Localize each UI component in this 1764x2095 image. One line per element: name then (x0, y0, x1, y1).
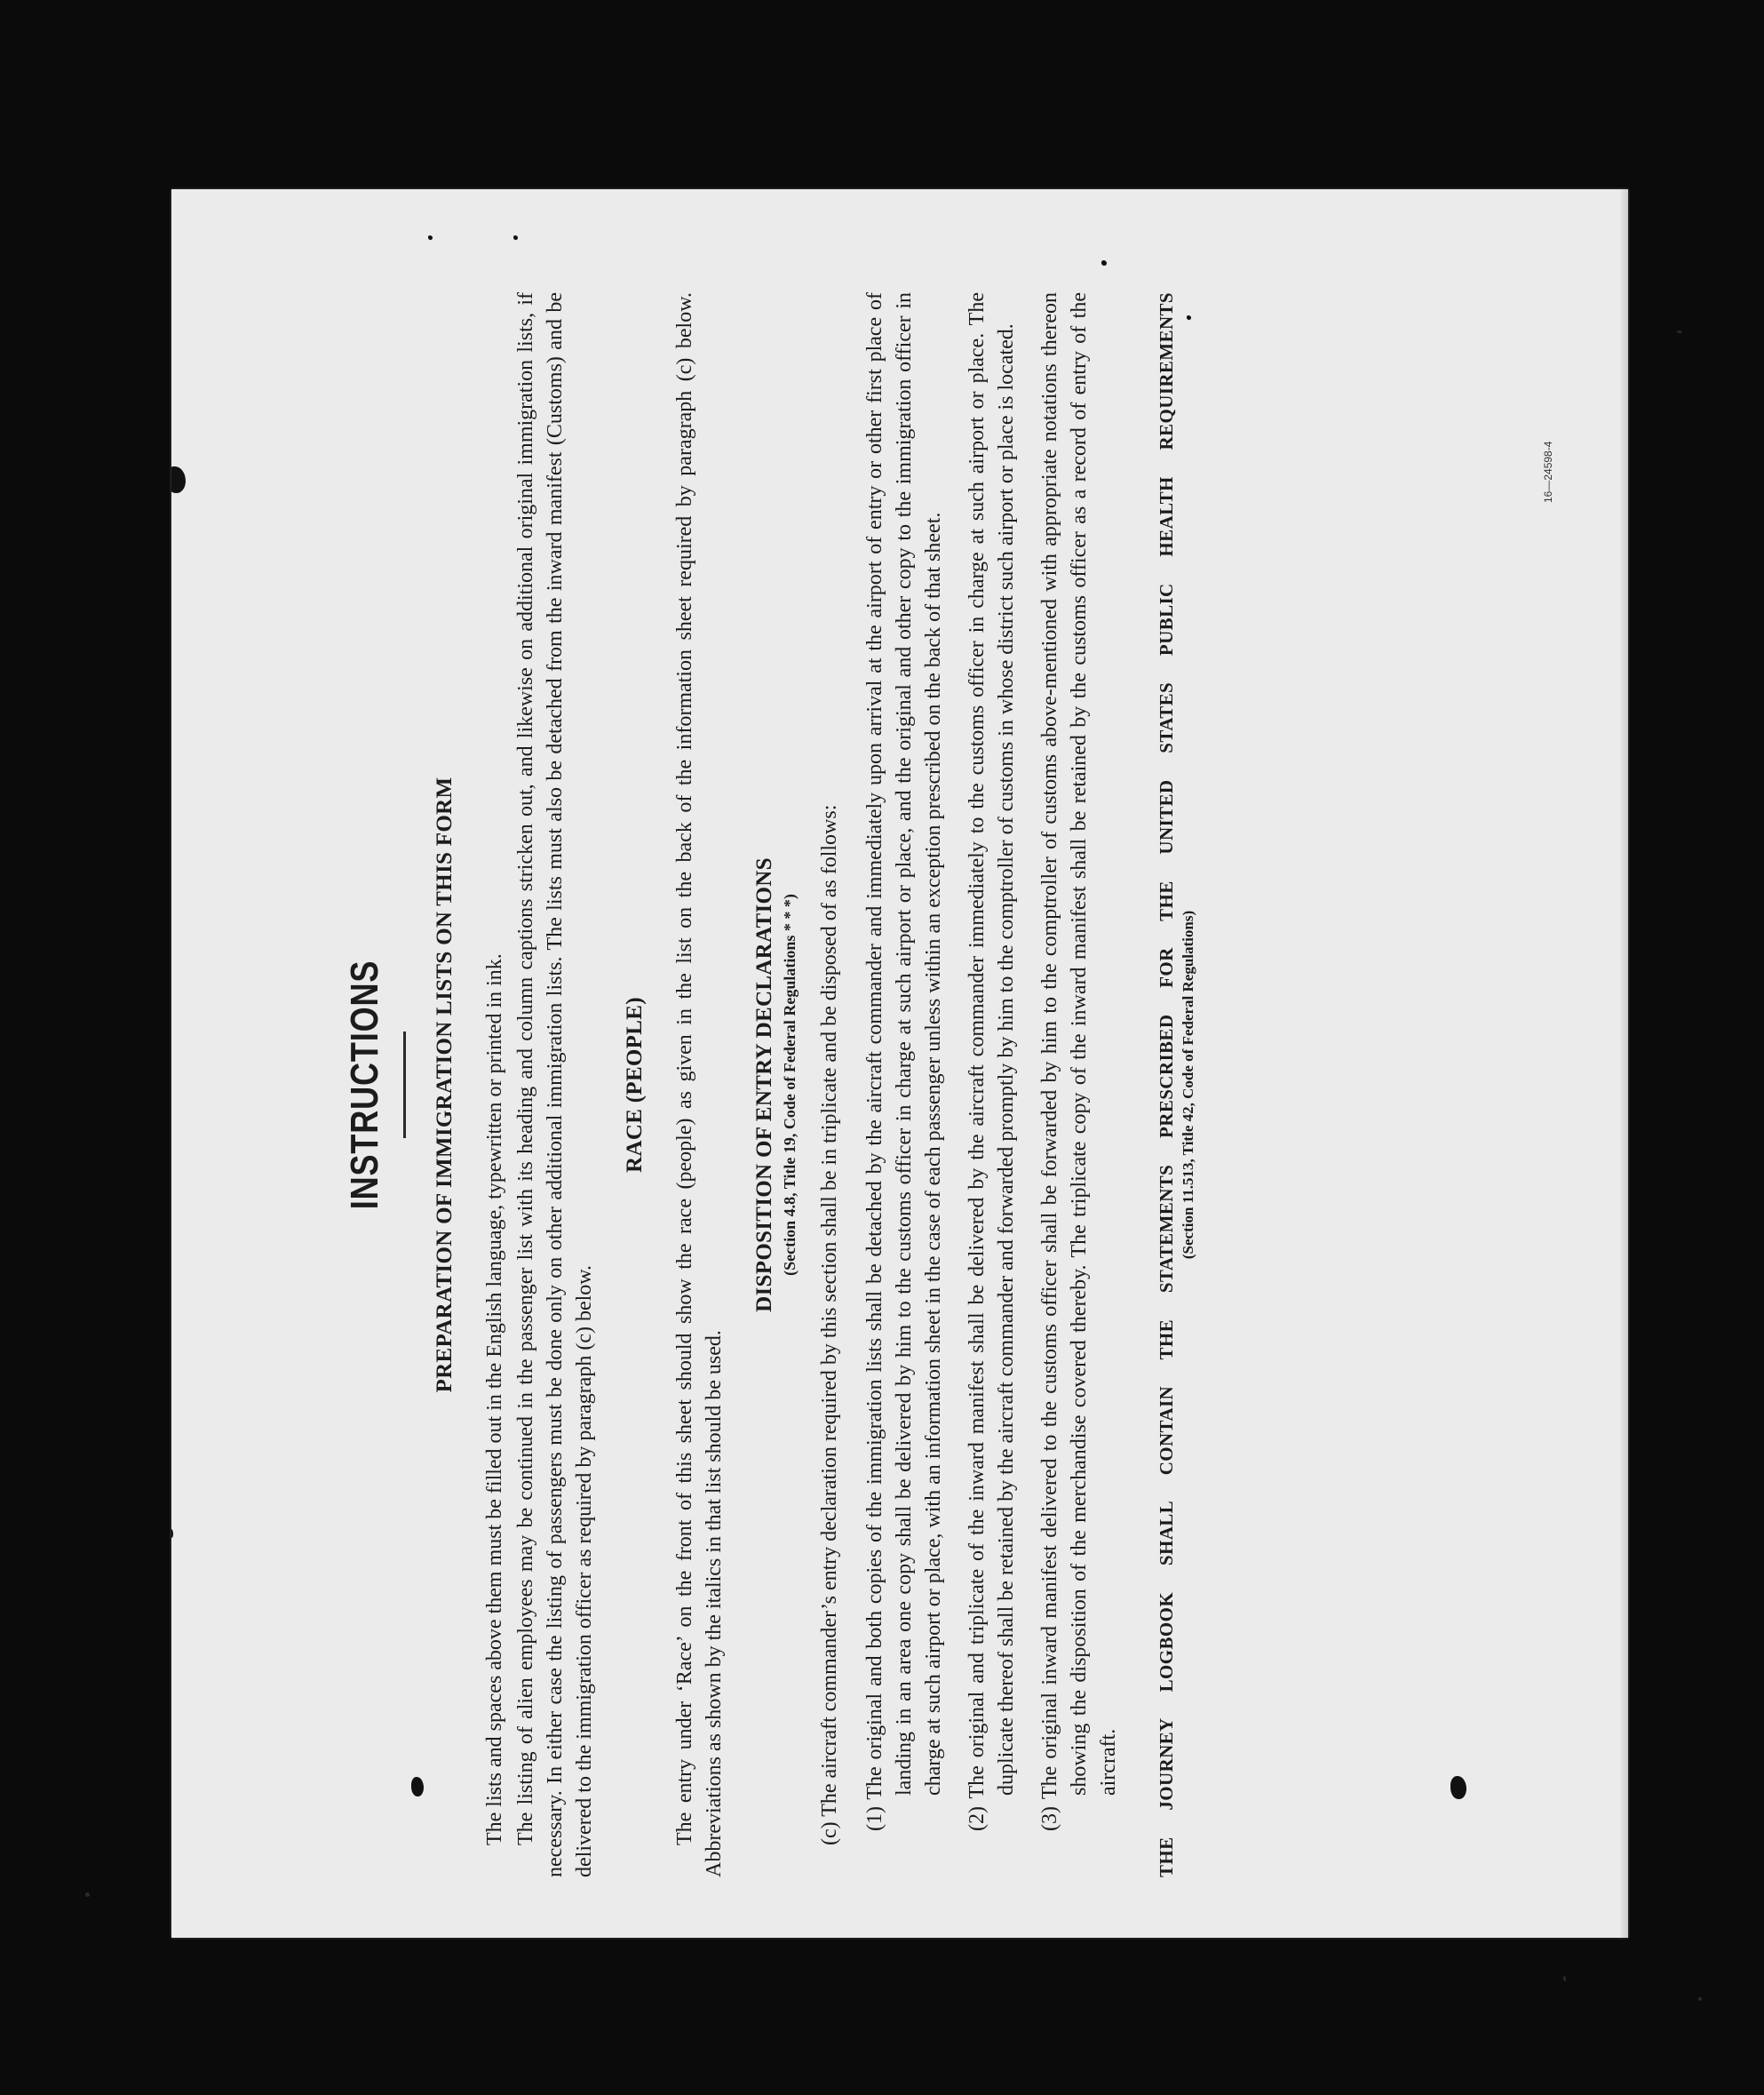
disposition-intro: (c) The aircraft commander’s entry declaration required by this section shall be in triplicate and be disposed of as follows: (818, 804, 841, 1845)
disposition-item-1: (1) The original and both copies of the immigration lists shall be detached by the aircraft commander and immediately upon arrival at the airport of entry or other first place of landing in an area one copy shall be delivered by him to the customs officer in charge at such airport or place, and the original and other copy to the immigration officer in charge at such airport or place, with an information sheet in the case of each passenger unless within an exception prescribed on the back of that sheet. (863, 292, 945, 1831)
logbook-citation: (Section 11.513, Title 42, Code of Federal Regulations) (1180, 910, 1196, 1260)
preparation-paragraph-1: The lists and spaces above them must be filled out in the English language, typewritten or printed in ink. (483, 953, 506, 1845)
scan-speck (85, 1892, 90, 1897)
scan-speck (1698, 1997, 1702, 2001)
sheet-edge (1621, 189, 1628, 1938)
ink-blot (171, 1529, 173, 1538)
preparation-paragraph-2: The listing of alien employees may be continued in the passenger list with its heading and column captions stricken out, and likewise on additional original immigration lists, if necessary. In either case the listing of passengers must be done only on other additional immigration lists. The lists must also be detached from the inward manifest (Customs) and be delivered to the immigration officer as required by paragraph (c) below. (514, 292, 596, 1877)
race-heading: RACE (PEOPLE) (623, 997, 647, 1173)
page-title: INSTRUCTIONS (343, 960, 386, 1210)
logbook-heading: THE JOURNEY LOGBOOK SHALL CONTAIN THE STATEMENTS PRESCRIBED FOR THE UNITED STATES PUBLIC HEALTH REQUIREMENTS (1156, 292, 1177, 1877)
preparation-heading: PREPARATION OF IMMIGRATION LISTS ON THIS FORM (433, 777, 457, 1393)
disposition-item-3: (3) The original inward manifest delivered to the customs officer shall be forwarded by him to the comptroller of customs above-mentioned with appropriate notations thereon showing the disposition of the merchandise covered thereby. The triplicate copy of the inward manifest shall be retained by the customs officer as a record of entry of the aircraft. (1038, 292, 1120, 1831)
ink-blot (171, 466, 186, 493)
disposition-citation: (Section 4.8, Title 19, Code of Federal Regulations * * *) (781, 894, 799, 1276)
scan-speck (1563, 1976, 1566, 1981)
title-underline (403, 1032, 406, 1138)
scan-speck (1677, 331, 1682, 333)
form-number: 16—24598-4 (1542, 441, 1554, 503)
disposition-item-2: (2) The original and triplicate of the inward manifest shall be delivered by the aircraft commander immediately to the customs officer in charge at such airport or place. The duplicate thereof shall be retained by the aircraft commander and forwarded promptly by him to the comptroller of customs in whose district such airport or place is located. (965, 292, 1018, 1831)
document-sheet (171, 189, 1628, 1938)
document-text-block (185, 205, 1619, 1929)
race-paragraph: The entry under ‘Race’ on the front of this sheet should show the race (people) as given in the list on the back of the information sheet required by paragraph (c) below. Abbreviations as shown by the italics in that list should be used. (673, 292, 726, 1877)
disposition-heading: DISPOSITION OF ENTRY DECLARATIONS (752, 857, 776, 1312)
